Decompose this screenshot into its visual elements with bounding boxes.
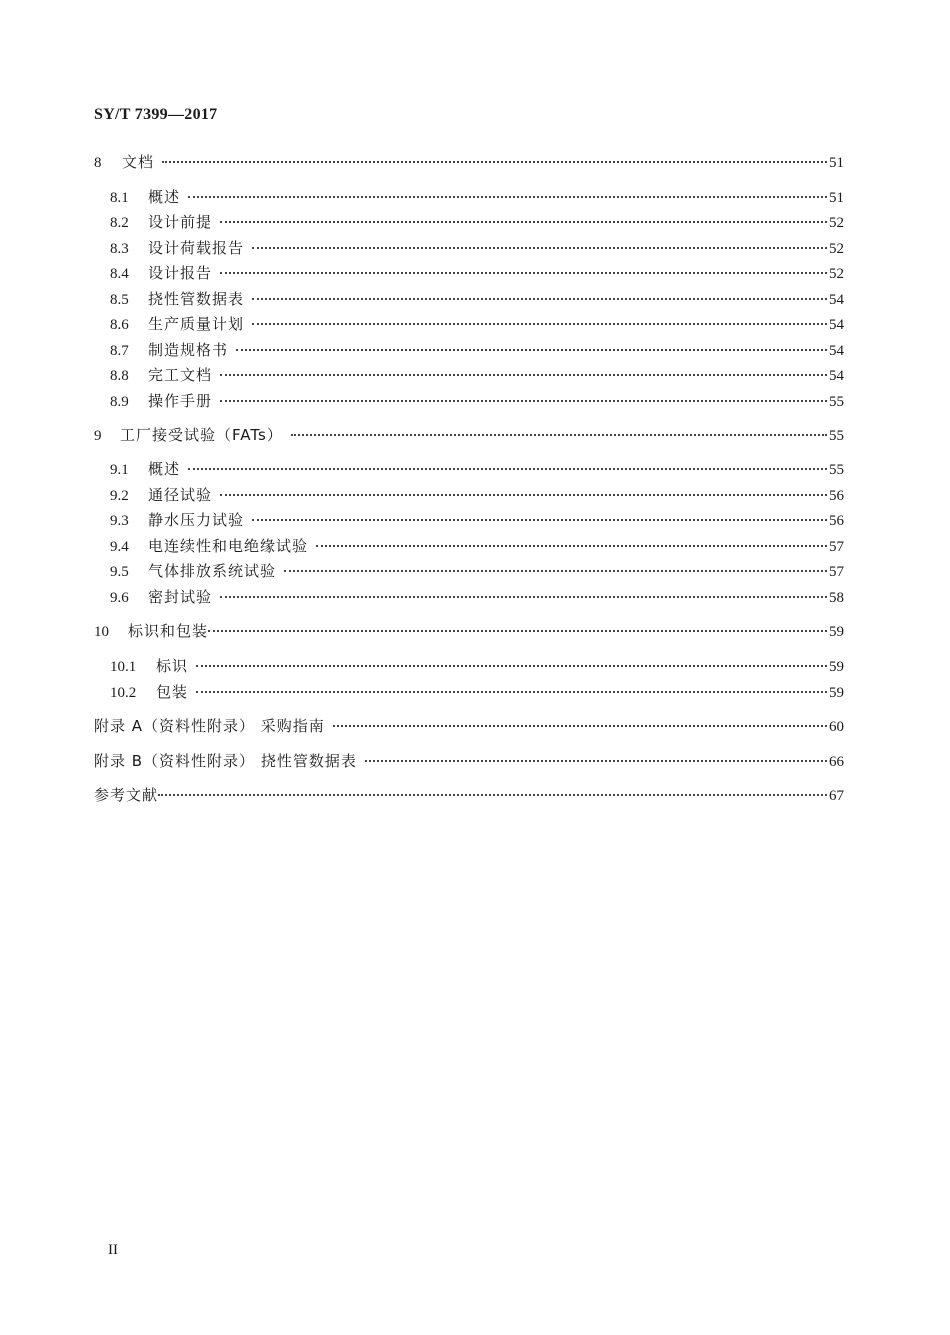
toc-entry-number: 9 <box>94 428 102 444</box>
toc-leader-dots <box>158 794 827 796</box>
toc-entry[interactable] <box>94 750 844 772</box>
toc-entry[interactable] <box>110 237 844 259</box>
toc-leader-dots <box>220 374 827 376</box>
toc-entry-number: 8.6 <box>110 317 129 333</box>
toc-entry-number: 10 <box>94 624 109 640</box>
toc-entry-page: 58 <box>829 590 844 606</box>
toc-entry[interactable] <box>110 288 844 310</box>
toc-leader-dots <box>291 434 827 436</box>
toc-leader-dots <box>196 665 827 667</box>
toc-leader-dots <box>365 760 827 762</box>
toc-entry-page: 59 <box>829 685 844 701</box>
toc-entry-title: 附录 B（资料性附录） 挠性管数据表 <box>94 752 357 770</box>
toc-entry-title: 文档 <box>122 153 155 171</box>
toc-entry-title: 包装 <box>156 683 189 701</box>
toc-entry-number: 8.4 <box>110 266 129 282</box>
toc-leader-dots <box>316 545 827 547</box>
toc-entry[interactable] <box>110 339 844 361</box>
toc-entry[interactable] <box>110 535 844 557</box>
toc-entry-title: 设计报告 <box>148 264 213 282</box>
toc-entry[interactable] <box>94 424 844 446</box>
toc-entry-title: 设计前提 <box>148 213 213 231</box>
toc-entry[interactable] <box>94 151 844 173</box>
toc-entry-title: 完工文档 <box>148 366 213 384</box>
toc-entry[interactable] <box>110 484 844 506</box>
toc-entry[interactable] <box>110 458 844 480</box>
toc-leader-dots <box>208 630 827 632</box>
toc-entry-number: 8.7 <box>110 343 129 359</box>
toc-entry[interactable] <box>110 560 844 582</box>
toc-entry-page: 55 <box>829 428 844 444</box>
toc-entry-page: 52 <box>829 241 844 257</box>
toc-entry-page: 57 <box>829 564 844 580</box>
toc-entry[interactable] <box>110 364 844 386</box>
toc-entry-page: 55 <box>829 462 844 478</box>
toc-entry[interactable] <box>110 509 844 531</box>
toc-entry-page: 52 <box>829 215 844 231</box>
toc-leader-dots <box>188 468 827 470</box>
toc-leader-dots <box>252 247 827 249</box>
toc-leader-dots <box>252 298 827 300</box>
toc-entry-title: 生产质量计划 <box>148 315 245 333</box>
toc-entry-title: 标识 <box>156 657 189 675</box>
toc-entry[interactable] <box>110 655 844 677</box>
toc-entry-title: 附录 A（资料性附录） 采购指南 <box>94 717 325 735</box>
toc-entry-number: 10.2 <box>110 685 137 701</box>
toc-entry-page: 51 <box>829 190 844 206</box>
toc-entry[interactable] <box>110 586 844 608</box>
toc-entry-title: 密封试验 <box>148 588 213 606</box>
toc-entry-title: 参考文献 <box>94 786 159 804</box>
toc-entry-page: 67 <box>829 788 844 804</box>
toc-entry-page: 57 <box>829 539 844 555</box>
toc-entry-number: 9.1 <box>110 462 129 478</box>
toc-entry-page: 54 <box>829 292 844 308</box>
toc-entry[interactable] <box>94 784 844 806</box>
toc-entry-title: 工厂接受试验（FATs） <box>120 426 283 444</box>
toc-leader-dots <box>284 570 827 572</box>
toc-entry-number: 8.5 <box>110 292 129 308</box>
toc-leader-dots <box>220 221 827 223</box>
toc-leader-dots <box>220 400 827 402</box>
document-id-header: SY/T 7399—2017 <box>94 106 218 123</box>
toc-leader-dots <box>220 494 827 496</box>
toc-entry-title: 挠性管数据表 <box>148 290 245 308</box>
toc-entry-page: 60 <box>829 719 844 735</box>
toc-entry-title: 概述 <box>148 460 181 478</box>
toc-entry-page: 59 <box>829 624 844 640</box>
toc-entry-number: 9.5 <box>110 564 129 580</box>
toc-leader-dots <box>162 161 827 163</box>
toc-entry-page: 51 <box>829 155 844 171</box>
toc-entry[interactable] <box>94 620 844 642</box>
toc-entry-page: 54 <box>829 343 844 359</box>
toc-entry-title: 电连续性和电绝缘试验 <box>148 537 309 555</box>
toc-entry[interactable] <box>110 186 844 208</box>
toc-leader-dots <box>236 349 827 351</box>
toc-leader-dots <box>220 596 827 598</box>
toc-entry-page: 52 <box>829 266 844 282</box>
toc-leader-dots <box>252 519 827 521</box>
toc-entry[interactable] <box>110 313 844 335</box>
toc-entry-number: 8.8 <box>110 368 129 384</box>
toc-entry-number: 8.3 <box>110 241 129 257</box>
toc-entry[interactable] <box>110 681 844 703</box>
toc-entry-page: 59 <box>829 659 844 675</box>
toc-entry[interactable] <box>110 390 844 412</box>
toc-entry-page: 66 <box>829 754 844 770</box>
toc-leader-dots <box>196 691 827 693</box>
toc-leader-dots <box>252 323 827 325</box>
toc-entry-number: 9.6 <box>110 590 129 606</box>
toc-entry-title: 概述 <box>148 188 181 206</box>
toc-entry-page: 56 <box>829 488 844 504</box>
toc-entry-page: 56 <box>829 513 844 529</box>
toc-leader-dots <box>220 272 827 274</box>
toc-entry-title: 气体排放系统试验 <box>148 562 277 580</box>
toc-entry-number: 8.2 <box>110 215 129 231</box>
toc-entry-title: 设计荷载报告 <box>148 239 245 257</box>
toc-entry-number: 9.2 <box>110 488 129 504</box>
page-number: II <box>108 1242 118 1258</box>
toc-entry[interactable] <box>110 211 844 233</box>
toc-leader-dots <box>188 196 827 198</box>
toc-entry[interactable] <box>110 262 844 284</box>
toc-entry-number: 8.1 <box>110 190 129 206</box>
toc-entry-number: 8 <box>94 155 102 171</box>
toc-entry-number: 9.4 <box>110 539 129 555</box>
toc-entry-number: 9.3 <box>110 513 129 529</box>
toc-entry-title: 操作手册 <box>148 392 213 410</box>
toc-entry-title: 通径试验 <box>148 486 213 504</box>
toc-leader-dots <box>333 725 827 727</box>
toc-entry[interactable] <box>94 715 844 737</box>
toc-entry-title: 静水压力试验 <box>148 511 245 529</box>
toc-entry-title: 制造规格书 <box>148 341 229 359</box>
toc-entry-number: 10.1 <box>110 659 137 675</box>
toc-entry-page: 55 <box>829 394 844 410</box>
toc-entry-page: 54 <box>829 317 844 333</box>
toc-entry-number: 8.9 <box>110 394 129 410</box>
toc-entry-title: 标识和包装 <box>128 622 209 640</box>
toc-entry-page: 54 <box>829 368 844 384</box>
